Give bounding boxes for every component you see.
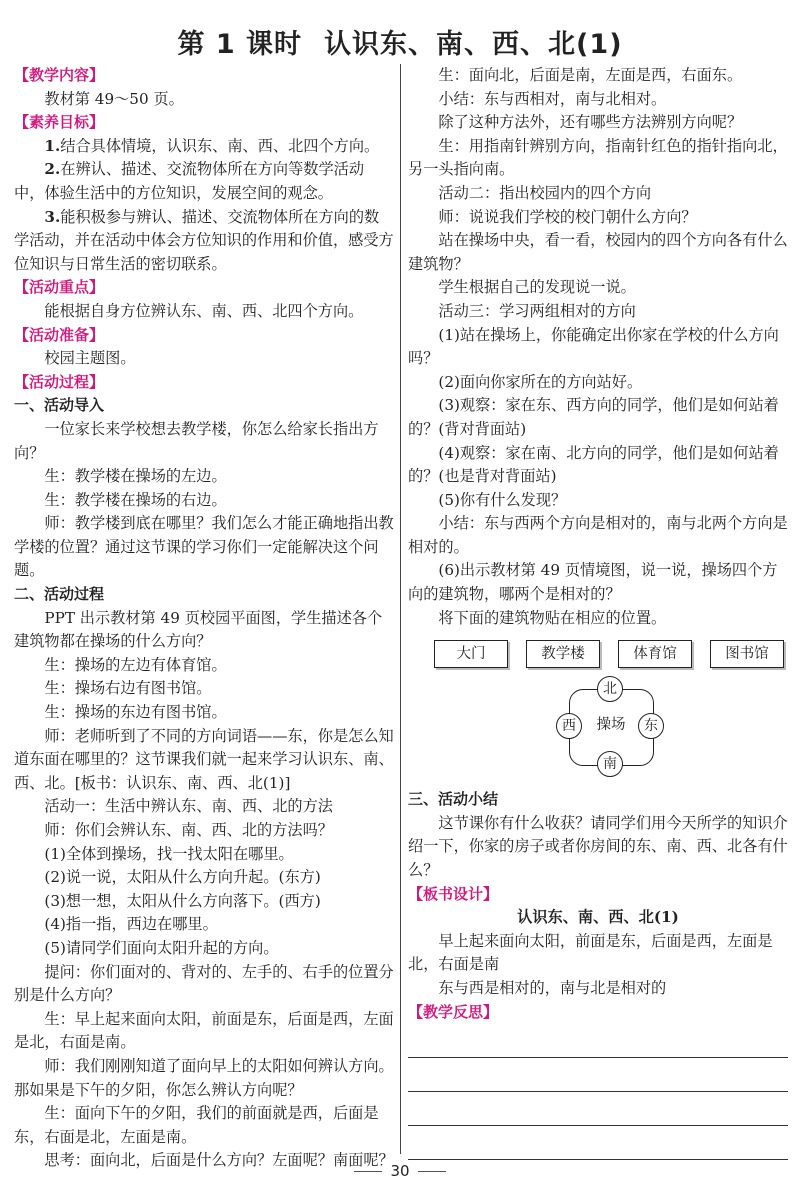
paragraph: (4)指一指，西边在哪里。 xyxy=(44,915,218,934)
writing-line xyxy=(408,1159,788,1160)
paragraph: 小结：东与西相对，南与北相对。 xyxy=(438,89,667,108)
section-heading: 一、活动导入 xyxy=(14,396,105,415)
paragraph: 思考：面向北，后面是什么方向？左面呢？南面呢？ xyxy=(44,1151,394,1170)
paragraph: (3)想一想，太阳从什么方向落下。(西方) xyxy=(44,891,321,910)
card-library: 图书馆 xyxy=(710,640,784,668)
lesson-number: 第 1 课时 xyxy=(177,29,303,60)
writing-line xyxy=(408,1057,788,1058)
board-line: 东与西是相对的，南与北是相对的 xyxy=(438,979,667,997)
paragraph: 生：教学楼在操场的左边。 xyxy=(44,467,227,486)
paragraph: 站在操场中央，看一看，校园内的四个方向各有什么建筑物？ xyxy=(408,231,788,273)
goal-item: 1.结合具体情境，认识东、南、西、北四个方向。 xyxy=(44,136,380,155)
card-teaching-building: 教学楼 xyxy=(526,640,600,668)
card-gate: 大门 xyxy=(434,640,508,668)
compass-south: 南 xyxy=(597,751,623,777)
goal-item: 2.在辨认、描述、交流物体所在方向等数学活动中，体验生活中的方位知识，发展空间的观念。 xyxy=(14,160,364,202)
paragraph: (5)你有什么发现？ xyxy=(438,490,567,509)
paragraph: (3)观察：家在东、西方向的同学，他们是如何站着的？(背对背面站) xyxy=(408,396,779,438)
paragraph: 师：说说我们学校的校门朝什么方向？ xyxy=(438,207,697,226)
column-divider xyxy=(400,64,401,1154)
paragraph: 这节课你有什么收获？请同学们用今天所学的知识介绍一下，你家的房子或者你房间的东、南、西、北各有什么？ xyxy=(408,813,788,880)
paragraph: 生：面向北，后面是南，左面是西，右面东。 xyxy=(438,66,743,84)
paragraph: 生：教学楼在操场的右边。 xyxy=(44,490,227,509)
paragraph: 活动一：生活中辨认东、南、西、北的方法 xyxy=(44,797,333,816)
paragraph: (5)请同学们面向太阳升起的方向。 xyxy=(44,938,279,957)
paragraph: (2)说一说，太阳从什么方向升起。(东方) xyxy=(44,868,321,887)
heading-preparation: 【活动准备】 xyxy=(14,325,105,344)
paragraph: (1)站在操场上，你能确定出你家在学校的什么方向吗？ xyxy=(408,325,779,368)
paragraph: 师：你们会辨认东、南、西、北的方法吗？ xyxy=(44,821,333,839)
heading-board-design: 【板书设计】 xyxy=(408,884,499,903)
paragraph: (1)全体到操场，找一找太阳在哪里。 xyxy=(44,844,294,863)
paragraph: 活动二：指出校园内的四个方向 xyxy=(438,183,652,202)
left-column xyxy=(14,64,394,1173)
paragraph: 小结：东与西两个方向是相对的，南与北两个方向是相对的。 xyxy=(408,514,788,556)
compass-diagram xyxy=(550,676,750,778)
paragraph: 生：操场的东边有图书馆。 xyxy=(44,703,227,722)
board-line: 早上起来面向太阳，前面是东，后面是西，左面是北，右面是南 xyxy=(408,931,773,974)
compass-north: 北 xyxy=(597,676,623,702)
writing-line xyxy=(408,1091,788,1092)
heading-teaching-content: 【教学内容】 xyxy=(14,66,105,84)
paragraph: 能根据自身方位辨认东、南、西、北四个方向。 xyxy=(44,301,364,320)
section-heading: 二、活动过程 xyxy=(14,585,105,604)
heading-reflection: 【教学反思】 xyxy=(408,1002,499,1021)
paragraph: 活动三：学习两组相对的方向 xyxy=(438,301,636,320)
paragraph: 提问：你们面对的、背对的、左手的、右手的位置分别是什么方向？ xyxy=(14,962,394,1005)
heading-focus: 【活动重点】 xyxy=(14,278,105,297)
compass-center-label: 操场 xyxy=(596,717,626,734)
paragraph: 校园主题图。 xyxy=(44,349,136,368)
paragraph: 学生根据自己的发现说一说。 xyxy=(438,278,636,297)
right-column xyxy=(408,64,788,1160)
paragraph: 师：教学楼到底在哪里？我们怎么才能正确地指出教学楼的位置？通过这节课的学习你们一定能解决这个问题。 xyxy=(14,514,394,580)
card-gym: 体育馆 xyxy=(618,640,692,668)
paragraph: 师：我们刚刚知道了面向早上的太阳如何辨认方向。那如果是下午的夕阳，你怎么辨认方向呢？ xyxy=(14,1056,394,1099)
writing-line xyxy=(408,1125,788,1126)
heading-goals: 【素养目标】 xyxy=(14,113,105,132)
paragraph: 师：老师听到了不同的方向词语——东，你是怎么知道东面在哪里的？这节课我们就一起来学习认识东、南、西、北。[板书：认识东、南、西、北(1)] xyxy=(14,726,394,792)
building-cards xyxy=(434,640,784,668)
board-title: 认识东、南、西、北(1) xyxy=(517,908,679,927)
page-number: 30 xyxy=(0,1162,800,1180)
goal-item: 3.能积极参与辨认、描述、交流物体所在方向的数学活动，并在活动中体会方位知识的作用和价值，感受方位知识与日常生活的密切联系。 xyxy=(14,207,394,273)
paragraph: 生：早上起来面向太阳，前面是东，后面是西，左面是北，右面是南。 xyxy=(14,1009,394,1052)
paragraph: 生：面向下午的夕阳，我们的前面就是西，后面是东，右面是北，左面是南。 xyxy=(14,1104,379,1146)
compass-west: 西 xyxy=(556,713,582,739)
paragraph: (2)面向你家所在的方向站好。 xyxy=(438,372,643,391)
paragraph: 教材第 49～50 页。 xyxy=(44,89,184,108)
compass-east: 东 xyxy=(638,713,664,739)
paragraph: 生：用指南针辨别方向，指南针红色的指针指向北，另一头指向南。 xyxy=(408,136,788,179)
paragraph: 生：操场的左边有体育馆。 xyxy=(44,655,227,674)
paragraph: 除了这种方法外，还有哪些方法辨别方向呢？ xyxy=(438,113,743,132)
page-title xyxy=(0,22,800,61)
heading-process: 【活动过程】 xyxy=(14,372,105,391)
paragraph: (4)观察：家在南、北方向的同学，他们是如何站着的？(也是背对背面站) xyxy=(408,443,779,486)
paragraph: 将下面的建筑物贴在相应的位置。 xyxy=(438,608,667,627)
section-heading: 三、活动小结 xyxy=(408,790,499,809)
paragraph: PPT 出示教材第 49 页校园平面图，学生描述各个建筑物都在操场的什么方向？ xyxy=(14,608,383,651)
paragraph: 一位家长来学校想去教学楼，你怎么给家长指出方向？ xyxy=(14,419,379,462)
paragraph: 生：操场右边有图书馆。 xyxy=(44,679,212,698)
lesson-title: 认识东、南、西、北(1) xyxy=(324,29,623,60)
paragraph: (6)出示教材第 49 页情境图，说一说，操场四个方向的建筑物，哪两个是相对的？ xyxy=(408,561,778,604)
